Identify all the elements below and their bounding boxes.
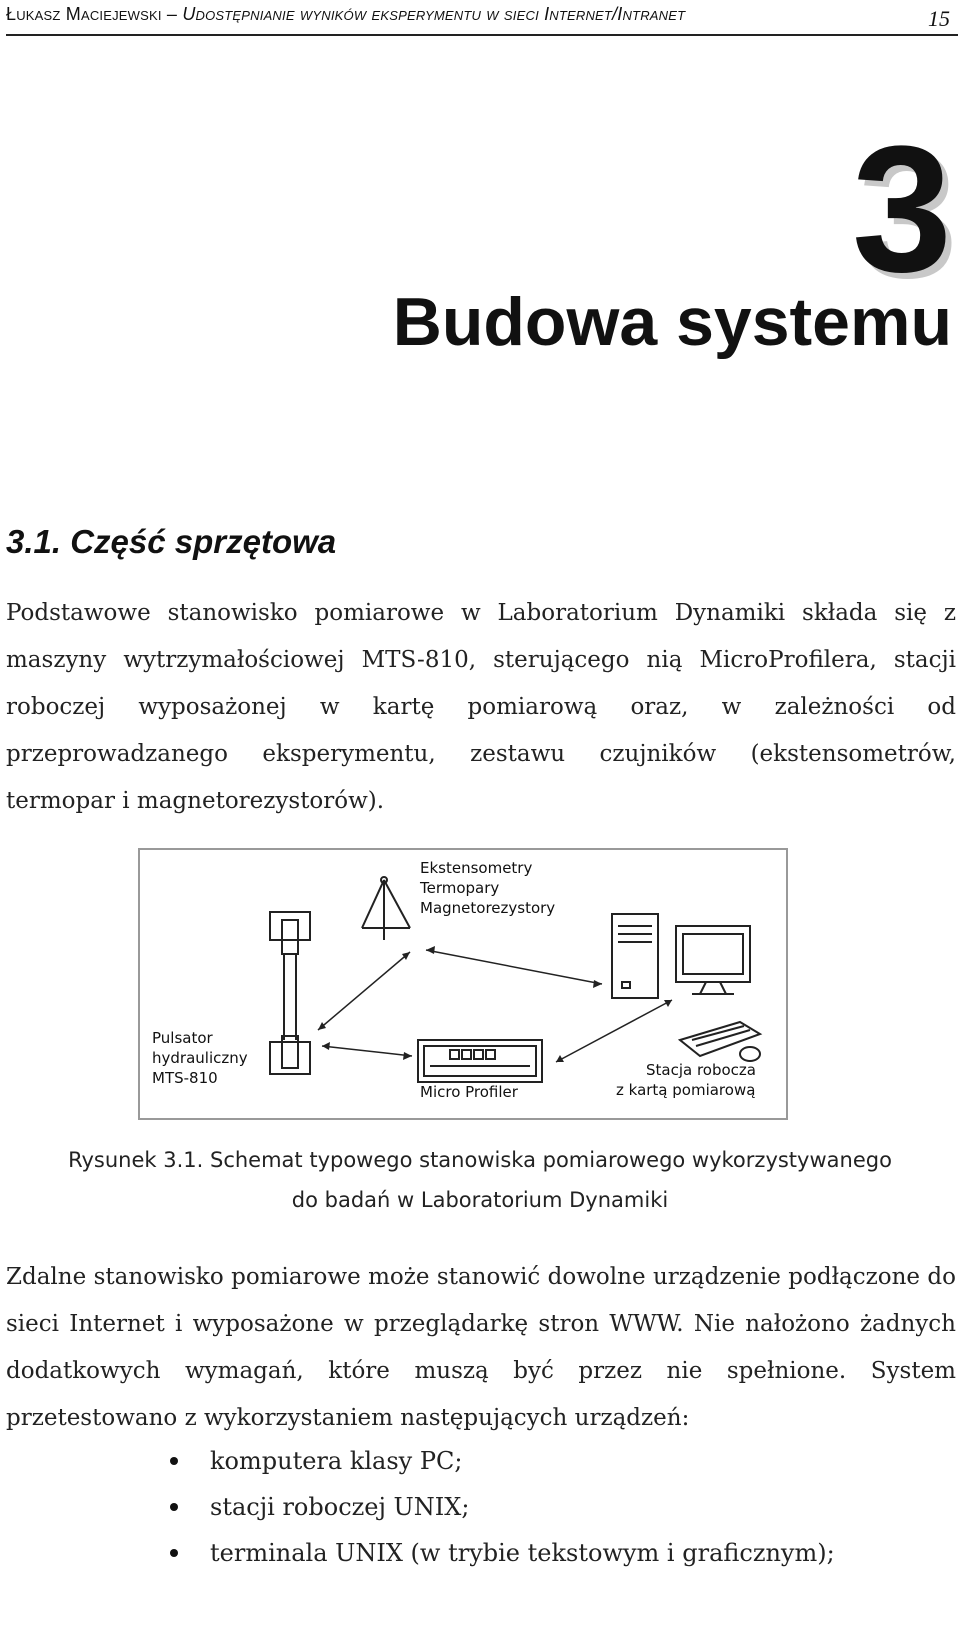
label-pulsator: Pulsator	[152, 1029, 213, 1047]
label-micro-profiler: Micro Profiler	[420, 1083, 518, 1101]
micro-profiler-icon	[418, 1040, 542, 1082]
list-item-text: stacji roboczej UNIX;	[210, 1493, 470, 1521]
label-stacja-robocza: Stacja robocza	[646, 1061, 756, 1079]
figure-caption-line1: Rysunek 3.1. Schemat typowego stanowiska pomiarowego wykorzystywanego	[68, 1148, 892, 1172]
keyboard-icon	[680, 1022, 760, 1061]
list-item	[160, 1530, 835, 1576]
list-item	[160, 1484, 835, 1530]
label-mts810: MTS-810	[152, 1069, 218, 1087]
chapter-title: Budowa systemu	[392, 284, 952, 360]
bullet-icon	[170, 1457, 178, 1465]
label-termopary: Termopary	[420, 879, 500, 897]
paragraph-remote: Zdalne stanowisko pomiarowe może stanowić dowolne urządzenie podłączone do sieci Internet i wyposażone w przeglądarkę stron WWW. Nie nałożono żadnych dodatkowych wymagań, które muszą być przez nie spełnione. System przetestowano z wykorzystaniem następujących urządzeń:	[6, 1264, 956, 1431]
label-ekstensometry: Ekstensometry	[420, 859, 533, 877]
page-number: 15	[928, 6, 950, 31]
pc-tower-icon	[612, 914, 658, 998]
header-author: Łukasz Maciejewski	[6, 4, 162, 24]
bullet-icon	[170, 1503, 178, 1511]
page-header	[6, 2, 958, 36]
label-karta-pomiarowa: z kartą pomiarową	[616, 1081, 756, 1099]
label-hydrauliczny: hydrauliczny	[152, 1049, 248, 1067]
section-title: 3.1. Część sprzętowa	[6, 523, 337, 560]
list-item-text: komputera klasy PC;	[210, 1447, 463, 1475]
device-list	[160, 1438, 835, 1576]
chapter-number: 3	[851, 109, 952, 310]
monitor-icon	[676, 926, 750, 994]
list-item	[160, 1438, 835, 1484]
paragraph-intro: Podstawowe stanowisko pomiarowe w Laboratorium Dynamiki składa się z maszyny wytrzymałościowej MTS-810, sterującego nią MicroProfilera, stacji roboczej wyposażonej w kartę pomiarową oraz, w zależności od przeprowadzanego eksperymentu, zestawu czujników (ekstensometrów, termopar i magnetorezystorów).	[6, 600, 956, 814]
header-title: Udostępnianie wyników eksperymentu w sieci Internet/Intranet	[182, 4, 686, 24]
list-item-text: terminala UNIX (w trybie tekstowym i graficznym);	[210, 1539, 835, 1567]
sensor-icon	[362, 877, 410, 940]
figure-diagram	[138, 848, 788, 1120]
header-author-title: Łukasz Maciejewski – Udostępnianie wyników eksperymentu w sieci Internet/Intranet	[6, 4, 686, 24]
pulsator-icon	[270, 912, 310, 1074]
figure-caption-line2: do badań w Laboratorium Dynamiki	[291, 1188, 669, 1212]
bullet-icon	[170, 1549, 178, 1557]
label-magnetorezystory: Magnetorezystory	[420, 899, 556, 917]
